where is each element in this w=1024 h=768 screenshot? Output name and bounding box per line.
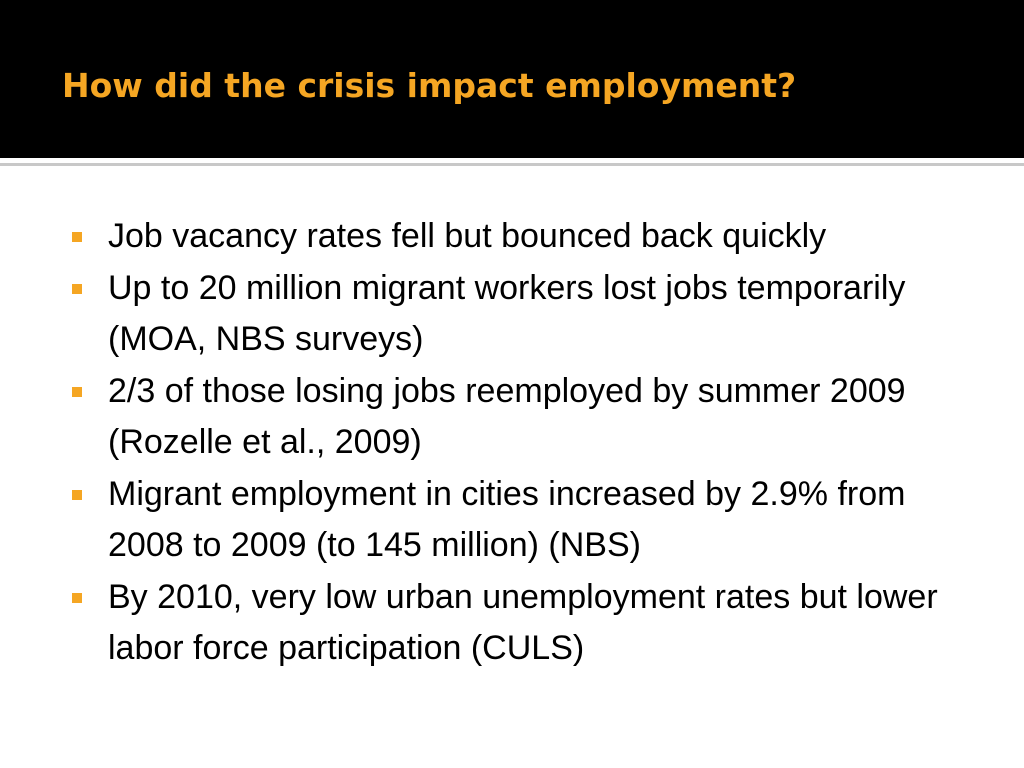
- square-bullet-icon: [72, 387, 82, 397]
- bullet-text: Up to 20 million migrant workers lost jobs temporarily (MOA, NBS surveys): [108, 268, 906, 358]
- square-bullet-icon: [72, 284, 82, 294]
- title-divider: [0, 163, 1024, 166]
- square-bullet-icon: [72, 490, 82, 500]
- bullet-item: [72, 366, 972, 469]
- bullet-item: [72, 211, 972, 263]
- square-bullet-icon: [72, 232, 82, 242]
- bullet-list: [72, 211, 972, 675]
- bullet-text: 2/3 of those losing jobs reemployed by summer 2009 (Rozelle et al., 2009): [108, 371, 906, 461]
- bullet-text: Migrant employment in cities increased by 2.9% from 2008 to 2009 (to 145 million) (NBS): [108, 474, 906, 564]
- slide-title: How did the crisis impact employment?: [62, 66, 797, 105]
- bullet-text: By 2010, very low urban unemployment rates but lower labor force participation (CULS): [108, 577, 938, 667]
- bullet-item: [72, 263, 972, 366]
- bullet-item: [72, 572, 972, 675]
- title-bar: [0, 0, 1024, 158]
- square-bullet-icon: [72, 593, 82, 603]
- bullet-text: Job vacancy rates fell but bounced back quickly: [108, 217, 827, 255]
- bullet-item: [72, 469, 972, 572]
